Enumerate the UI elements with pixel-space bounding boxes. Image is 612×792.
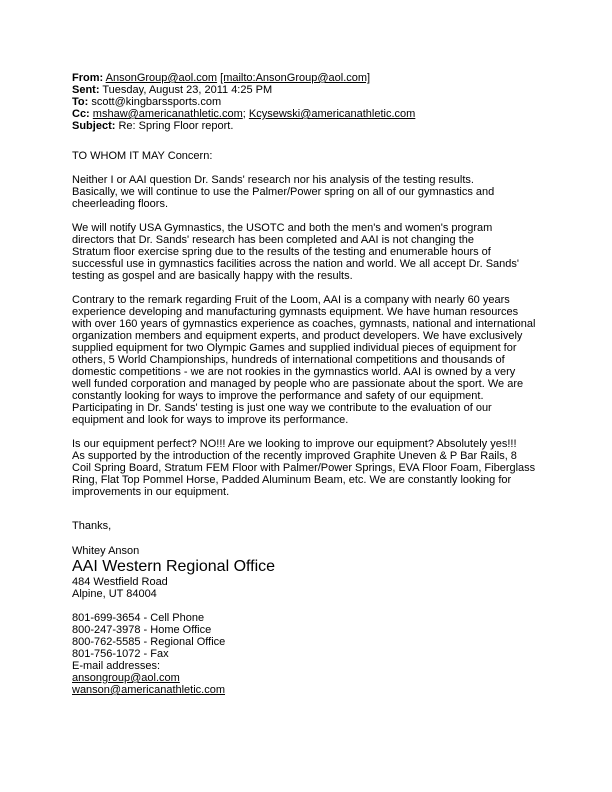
paragraph-line: As supported by the introduction of the recently improved Graphite Uneven & P Bar Rails, 8: [72, 450, 517, 462]
sent-line: [72, 84, 552, 96]
from-mailto-link[interactable]: [mailto:AnsonGroup@aol.com]: [220, 72, 371, 84]
signature-name: Whitey Anson: [72, 545, 140, 557]
cell-phone: 801-699-3654 - Cell Phone: [72, 612, 205, 624]
fax-number: 801-756-1072 - Fax: [72, 648, 169, 660]
cc-email-link-2[interactable]: Kcysewski@americanathletic.com: [248, 108, 416, 120]
cc-line: [72, 108, 552, 120]
sent-label: Sent:: [72, 84, 100, 96]
cc-separator: ;: [242, 108, 246, 120]
paragraph-line: directors that Dr. Sands' research has been completed and AAI is not changing the: [72, 234, 475, 246]
greeting-text: TO WHOM IT MAY Concern:: [72, 150, 213, 162]
paragraph-line: supplied equipment for two Olympic Games and supplied individual pieces of equipment for: [72, 342, 517, 354]
paragraph-line: improvements in our equipment.: [72, 486, 230, 498]
greeting: [72, 150, 542, 162]
paragraph-line: Is our equipment perfect? NO!!! Are we looking to improve our equipment? Absolutely yes!!!: [72, 438, 517, 450]
from-line: [72, 72, 552, 84]
cc-label: Cc:: [72, 108, 90, 120]
cc-email-link-1[interactable]: mshaw@americanathletic.com: [92, 108, 243, 120]
signature-block: [72, 545, 532, 696]
subject-label: Subject:: [72, 120, 116, 132]
paragraph-1: [72, 174, 542, 210]
paragraph-line: well funded corporation and managed by people who are passionate about the sport. We are: [72, 378, 524, 390]
email-body: [72, 150, 542, 510]
paragraph-2: [72, 222, 542, 282]
paragraph-line: constantly looking for ways to improve the performance and safety of our equipment.: [72, 390, 484, 402]
email-header: [72, 72, 552, 132]
paragraph-line: with over 160 years of gymnastics experience as coaches, gymnasts, national and international: [72, 318, 536, 330]
to-line: [72, 96, 552, 108]
paragraph-line: Coil Spring Board, Stratum FEM Floor with Palmer/Power Springs, EVA Floor Foam, Fiberglass: [72, 462, 536, 474]
to-label: To:: [72, 96, 89, 108]
home-office-phone: 800-247-3978 - Home Office: [72, 624, 212, 636]
paragraph-line: Neither I or AAI question Dr. Sands' research nor his analysis of the testing results.: [72, 174, 474, 186]
address-line-1: 484 Westfield Road: [72, 576, 168, 588]
subject-value: Re: Spring Floor report.: [118, 120, 234, 132]
paragraph-line: equipment and look for ways to improve its performance.: [72, 414, 349, 426]
thanks-text: Thanks,: [72, 520, 112, 532]
sent-value: Tuesday, August 23, 2011 4:25 PM: [102, 84, 273, 96]
paragraph-line: domestic competitions - we are not rookies in the gymnastics world. AAI is owned by a very: [72, 366, 516, 378]
office-title: AAI Western Regional Office: [72, 558, 276, 575]
paragraph-line: successful use in gymnastics facilities across the nation and world. We all accept Dr. Sands': [72, 258, 519, 270]
paragraph-line: experience developing and manufacturing gymnasts equipment. We have human resources: [72, 306, 519, 318]
paragraph-line: organization members and equipment experts, and product developers. We have exclusively: [72, 330, 523, 342]
to-value: scott@kingbarssports.com: [91, 96, 222, 108]
email-link-2[interactable]: wanson@americanathletic.com: [72, 684, 226, 696]
closing: [72, 520, 111, 532]
paragraph-line: others, 5 World Championships, hundreds of international competitions and thousands of: [72, 354, 505, 366]
paragraph-line: testing as gospel and are basically happy with the results.: [72, 270, 353, 282]
paragraph-line: Stratum floor exercise spring due to the results of the testing and enumerable hours of: [72, 246, 491, 258]
subject-line: [72, 120, 552, 132]
email-link-1[interactable]: ansongroup@aol.com: [72, 672, 180, 684]
paragraph-4: [72, 438, 542, 498]
paragraph-line: Basically, we will continue to use the Palmer/Power spring on all of our gymnastics and: [72, 186, 495, 198]
paragraph-line: cheerleading floors.: [72, 198, 169, 210]
paragraph-3: [72, 294, 542, 426]
address-line-2: Alpine, UT 84004: [72, 588, 157, 600]
regional-office-phone: 800-762-5585 - Regional Office: [72, 636, 226, 648]
from-label: From:: [72, 72, 104, 84]
from-email-link[interactable]: AnsonGroup@aol.com: [105, 72, 218, 84]
paragraph-line: Contrary to the remark regarding Fruit of the Loom, AAI is a company with nearly 60 years: [72, 294, 510, 306]
paragraph-line: We will notify USA Gymnastics, the USOTC and both the men's and women's program: [72, 222, 493, 234]
email-addresses-label: E-mail addresses:: [72, 660, 161, 672]
paragraph-line: Participating in Dr. Sands' testing is just one way we contribute to the evaluation of our: [72, 402, 492, 414]
paragraph-line: Ring, Flat Top Pommel Horse, Padded Aluminum Beam, etc. We are constantly looking for: [72, 474, 512, 486]
